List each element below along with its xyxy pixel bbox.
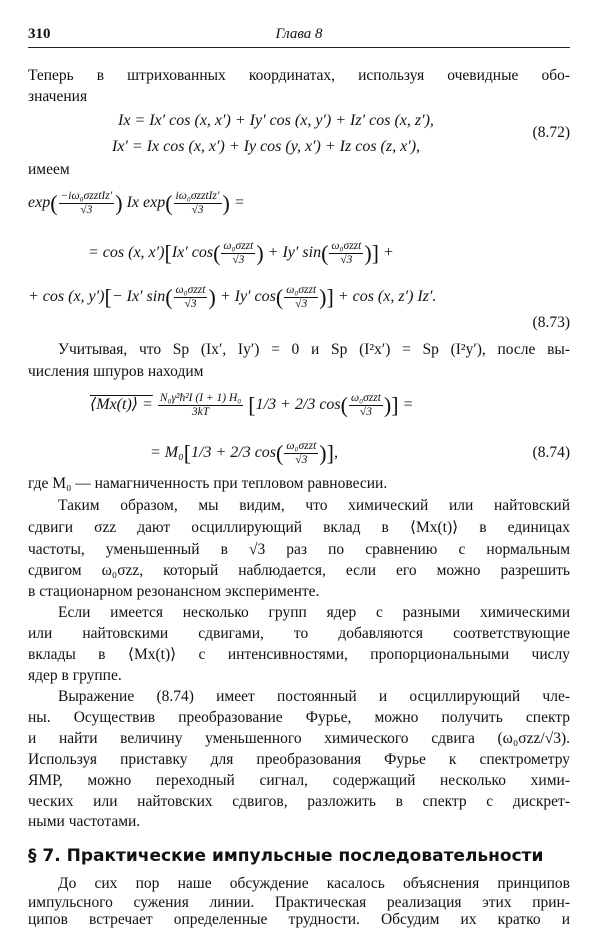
eq-part: = cos (x, x′) xyxy=(88,244,165,262)
eq-part: + cos (x, y′) xyxy=(28,288,105,306)
text-line: ными частотами. xyxy=(28,813,141,830)
eq-part: = M₀ xyxy=(150,444,184,462)
chapter-title: Глава 8 xyxy=(275,26,323,42)
text-line: или найтовскими сдвигами, то добавляются соответствующие xyxy=(28,625,570,642)
denominator: √3 xyxy=(80,204,93,216)
denominator: √3 xyxy=(191,204,204,216)
text-line: имеем xyxy=(28,161,70,178)
numerator: ω₀σzzt xyxy=(331,240,362,252)
text-line: Таким образом, мы видим, что химический или найтовский xyxy=(58,497,570,514)
eq-part: 1/3 + 2/3 cos xyxy=(191,444,277,462)
fraction xyxy=(174,284,208,311)
numerator: ω₀σzzt xyxy=(223,240,254,252)
text-line: ядер в группе. xyxy=(28,667,122,684)
denominator: √3 xyxy=(295,454,308,466)
fraction xyxy=(158,392,243,419)
numerator: N₀γ²ħ²I (I + 1) H₀ xyxy=(159,392,242,404)
text-line: ципов встречает определенные трудности. Обсудим их кратко и xyxy=(28,911,570,928)
text-line: Если имеется несколько групп ядер с разными химическими xyxy=(58,604,570,621)
equation-number: (8.72) xyxy=(532,124,570,141)
equation-8-72-line1: Ix = Ix′ cos (x, x′) + Iy′ cos (x, y′) + Iz′ cos (x, z′), xyxy=(118,112,434,129)
eq-part: = xyxy=(402,396,414,414)
denominator: √3 xyxy=(359,406,372,418)
eq-part: + Iy′ sin xyxy=(267,244,322,262)
eq-part: ⟨Mx(t)⟩ = xyxy=(90,396,153,414)
numerator: −iω₀σzztIz′ xyxy=(60,190,113,202)
section-heading: § 7. Практические импульсные последовательности xyxy=(28,846,544,866)
fraction xyxy=(59,190,115,217)
text-line: Используя приставку для преобразования Фурье к спектрометру xyxy=(28,751,570,768)
eq-part: exp xyxy=(28,194,51,212)
eq-part: + Iy′ cos xyxy=(219,288,276,306)
equation-8-72-line2: Ix′ = Ix cos (x, x′) + Iy cos (y, x′) + Iz cos (z, x′), xyxy=(112,138,421,155)
denominator: √3 xyxy=(232,254,245,266)
equation-number: (8.73) xyxy=(532,314,570,331)
text-line: в стационарном резонансном эксперименте. xyxy=(28,583,320,600)
text-line: числения шпуров находим xyxy=(28,363,204,380)
text-line: вклады в ⟨Mx(t)⟩ с интенсивностями, пропорциональными числу xyxy=(28,646,570,663)
fraction xyxy=(284,284,318,311)
eq-part: Ix′ cos xyxy=(171,244,214,262)
denominator: √3 xyxy=(340,254,353,266)
fraction xyxy=(349,392,383,419)
denominator: 3kT xyxy=(191,406,210,418)
text-line: Выражение (8.74) имеет постоянный и осциллирующий чле- xyxy=(58,688,570,705)
eq-part: − Ix′ sin xyxy=(111,288,166,306)
text-line: ны. Осуществив преобразование Фурье, можно получить спектр xyxy=(28,709,570,726)
eq-part: 1/3 + 2/3 cos xyxy=(255,396,341,414)
text-line: импульсного сужения линии. Практическая реализация этих прин- xyxy=(28,894,570,911)
fraction xyxy=(329,240,363,267)
page-number: 310 xyxy=(28,26,51,42)
equation-8-74-line2: = M₀[1/3 + 2/3 cos( $\frac{\text{ω₀σzzt}}{√3}$ )], xyxy=(150,440,338,466)
text-line: где M₀ — намагниченность при тепловом равновесии. xyxy=(28,475,388,492)
text-line: ЯМР, можно переходный сигнал, содержащий несколько хими- xyxy=(28,772,570,789)
numerator: ω₀σzzt xyxy=(350,392,381,404)
eq-part: Ix exp xyxy=(126,194,166,212)
denominator: √3 xyxy=(295,298,308,310)
eq-part: + xyxy=(383,244,394,262)
text-line: сдвигом ω₀σzz, который наблюдается, если его можно разрешить xyxy=(28,562,570,579)
text-line: До сих пор наше обсуждение касалось объяснения принципов xyxy=(58,875,570,892)
equation-8-74-line1: ⟨Mx(t)⟩ = $\frac{\text{N₀γ²ħ²I (I + 1) H₀}}{3kT}$ [1/3 + 2/3 cos( $\frac{\text{ω₀σzzt}}{√3}$ )] = xyxy=(90,392,414,418)
header-rule xyxy=(28,47,570,48)
numerator: ω₀σzzt xyxy=(286,440,317,452)
text-line: сдвиги σzz дают осциллирующий вклад в ⟨Mx(t)⟩ в единицах xyxy=(28,519,570,536)
fraction xyxy=(221,240,255,267)
text-line: и найти величину уменьшенного химического сдвига (ω₀σzz/√3). xyxy=(28,730,570,747)
text-line: значения xyxy=(28,88,88,105)
numerator: ω₀σzzt xyxy=(286,284,317,296)
running-header xyxy=(28,26,570,48)
text-line: частоты, уменьшенный в √3 раз по сравнению с нормальным xyxy=(28,541,570,558)
equation-8-73-line3: + cos (x, y′)[− Ix′ sin( $\frac{\text{ω₀σzzt}}{√3}$ ) + Iy′ cos( $\frac{\text{ω₀σzzt}}{√3}$ )] + cos (x, z′) Iz′. xyxy=(28,284,437,310)
eq-part: = xyxy=(233,194,245,212)
eq-part: + cos (x, z′) Iz′. xyxy=(337,288,437,306)
numerator: ω₀σzzt xyxy=(175,284,206,296)
fraction xyxy=(174,190,222,217)
text-line: Учитывая, что Sp (Ix′, Iy′) = 0 и Sp (I²x′) = Sp (I²y′), после вы- xyxy=(58,341,570,358)
text-line: ческих или найтовских сдвигов, разложить в спектр с дискрет- xyxy=(28,793,570,810)
equation-8-73-line1: exp( $\frac{\text{−iω₀σzztIz′}}{√3}$ ) Ix exp( $\frac{\text{iω₀σzztIz′}}{√3}$ ) = xyxy=(28,190,245,216)
numerator: iω₀σzztIz′ xyxy=(175,190,220,202)
fraction xyxy=(284,440,318,467)
equation-number: (8.74) xyxy=(532,444,570,461)
denominator: √3 xyxy=(184,298,197,310)
text-line: Теперь в штрихованных координатах, используя очевидные обо- xyxy=(28,67,570,84)
equation-8-73-line2: = cos (x, x′)[Ix′ cos( $\frac{\text{ω₀σzzt}}{√3}$ ) + Iy′ sin( $\frac{\text{ω₀σzzt}}{√3}$ )] + xyxy=(88,240,394,266)
